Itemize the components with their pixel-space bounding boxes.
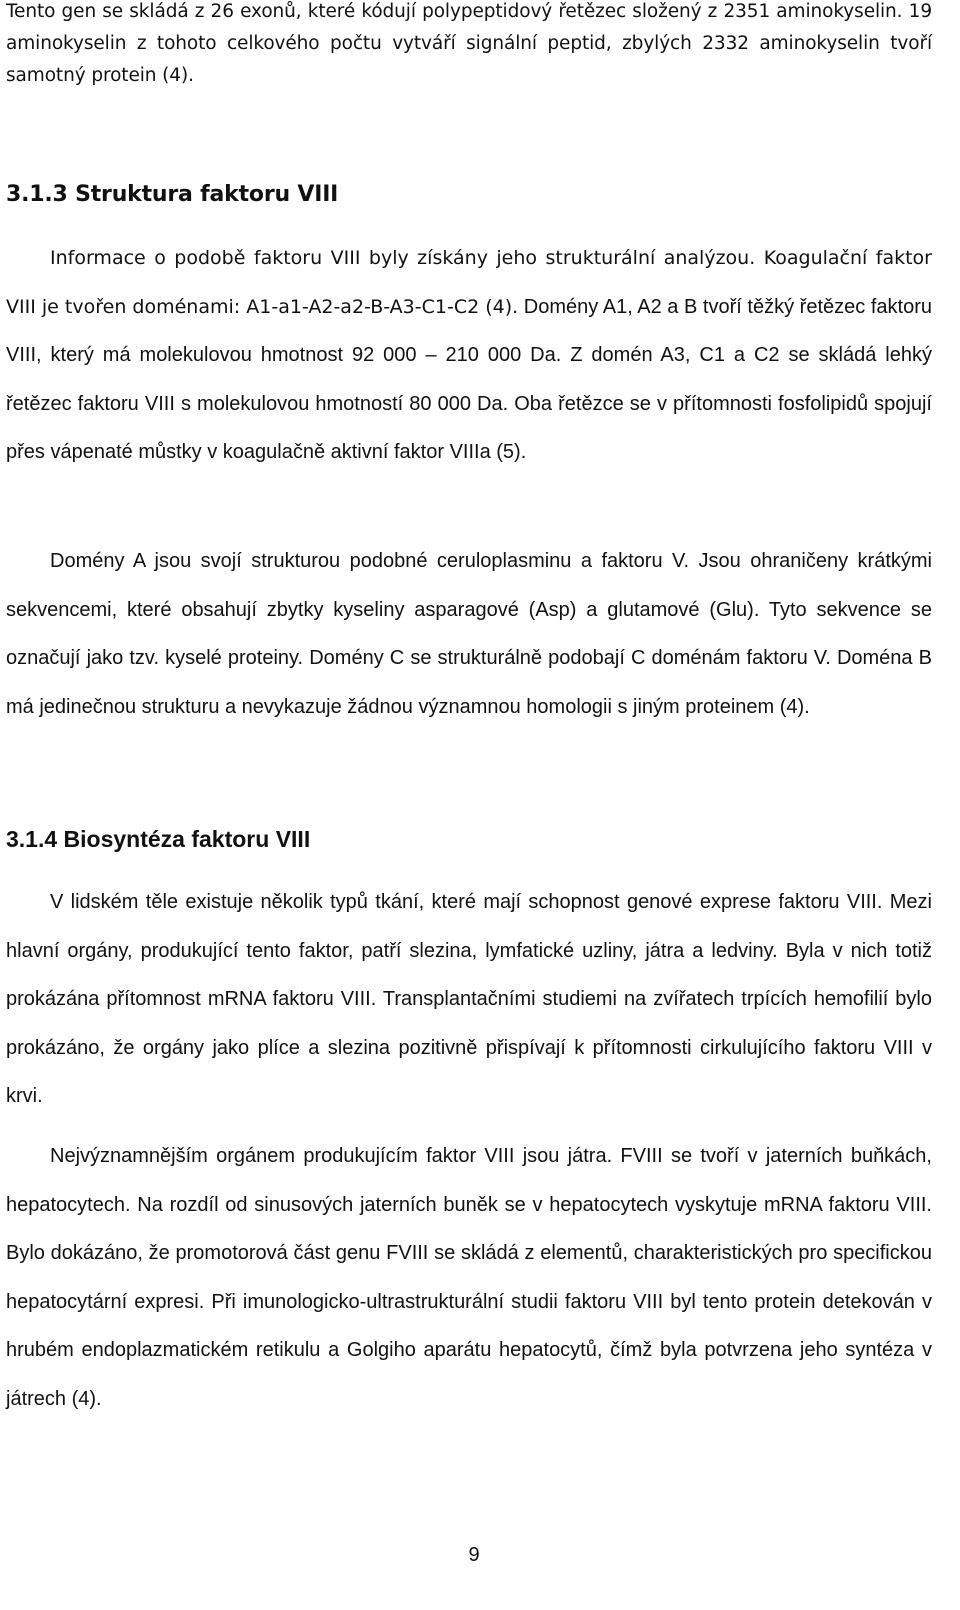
structure-paragraph-1-rest: Domény A1, A2 a B tvoří těžký řetězec faktoru VIII, který má molekulovou hmotnost 92 000 – 210 000 Da. Z domén A3, C1 a C2 se skládá lehký řetězec faktoru VIII s molekulovou hmotností 80 000 Da. Oba řetězce se v přítomnosti fosfolipidů spojují přes vápenaté můstky v koagulačně aktivní faktor VIIIa (5).	[6, 295, 932, 463]
biosynthesis-paragraph-2: Nejvýznamnějším orgánem produkujícím faktor VIII jsou játra. FVIII se tvoří v jaterních buňkách, hepatocytech. Na rozdíl od sinusových jaterních buněk se v hepatocytech vyskytuje mRNA faktoru VIII. Bylo dokázáno, že promotorová část genu FVIII se skládá z elementů, charakteristických pro specifickou hepatocytární expresi. Při imunologicko-ultrastrukturální studii faktoru VIII byl tento protein detekován v hrubém endoplazmatickém retikulu a Golgiho aparátu hepatocytů, čímž byla potvrzena jeho syntéza v játrech (4).	[6, 1145, 932, 1410]
structure-paragraph-1	[6, 234, 932, 477]
intro-paragraph: Tento gen se skládá z 26 exonů, které kódují polypeptidový řetězec složený z 2351 aminokyselin. 19 aminokyselin z tohoto celkového počtu vytváří signální peptid, zbylých 2332 aminokyselin tvoří samotný protein (4).	[6, 1, 932, 86]
biosynthesis-paragraph-1: V lidském těle existuje několik typů tkání, které mají schopnost genové exprese faktoru VIII. Mezi hlavní orgány, produkující tento faktor, patří slezina, lymfatické uzliny, játra a ledviny. Byla v nich totiž prokázána přítomnost mRNA faktoru VIII. Transplantačními studiemi na zvířatech trpících hemofilií bylo prokázáno, že orgány jako plíce a slezina pozitivně přispívají k přítomnosti cirkulujícího faktoru VIII v krvi.	[6, 891, 932, 1107]
page-number: 9	[468, 1544, 480, 1566]
section-heading-3-1-3: 3.1.3 Struktura faktoru VIII	[6, 182, 339, 207]
section-heading-3-1-4: 3.1.4 Biosyntéza faktoru VIII	[6, 826, 311, 852]
structure-paragraph-1-sans-part: Informace o podobě faktoru VIII byly získány jeho strukturální analýzou. Koagulační faktor VIII je tvořen doménami: A1-a1-A2-a2-B-A3-C1-C2 (4).	[6, 247, 932, 318]
structure-paragraph-2: Domény A jsou svojí strukturou podobné ceruloplasminu a faktoru V. Jsou ohraničeny krátkými sekvencemi, které obsahují zbytky kyseliny asparagové (Asp) a glutamové (Glu). Tyto sekvence se označují jako tzv. kyselé proteiny. Domény C se strukturálně podobají C doménám faktoru V. Doména B má jedinečnou strukturu a nevykazuje žádnou významnou homologii s jiným proteinem (4).	[6, 550, 932, 718]
